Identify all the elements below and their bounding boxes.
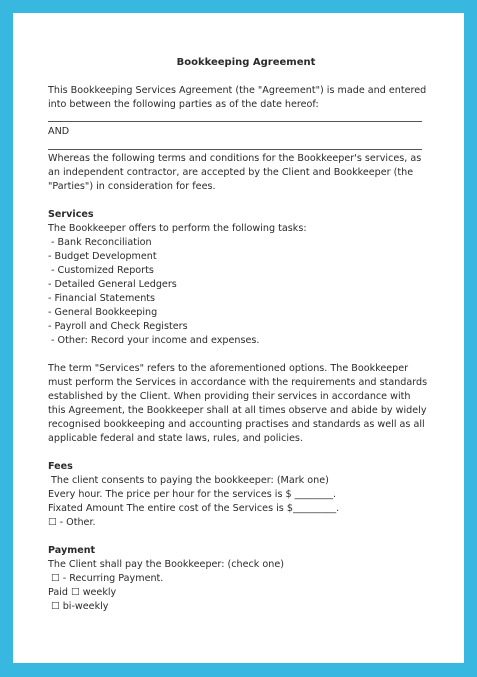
intro-paragraph xyxy=(48,84,444,112)
services-paragraph-line: applicable federal and state laws, rules, and policies. xyxy=(48,433,303,444)
and-label: AND xyxy=(48,126,70,137)
list-item: - Bank Reconciliation xyxy=(48,237,152,248)
services-paragraph-line: recognised bookkeeping and accounting practises and standards as well as all xyxy=(48,419,425,430)
fees-section xyxy=(48,474,444,530)
services-paragraph xyxy=(48,362,444,446)
list-item: - Detailed General Ledgers xyxy=(48,279,177,290)
intro-line: into between the following parties as of the date hereof: xyxy=(48,99,319,110)
whereas-line: Whereas the following terms and conditions for the Bookkeeper's services, as xyxy=(48,153,422,164)
intro-line: This Bookkeeping Services Agreement (the "Agreement") is made and entered xyxy=(48,85,427,96)
list-item: - Payroll and Check Registers xyxy=(48,321,188,332)
payment-weekly-checkbox: Paid ☐ weekly xyxy=(48,587,117,598)
document-title: Bookkeeping Agreement xyxy=(176,57,316,68)
payment-biweekly-checkbox: ☐ bi-weekly xyxy=(48,601,109,612)
list-item: - General Bookkeeping xyxy=(48,307,158,318)
payment-line: The Client shall pay the Bookkeeper: (check one) xyxy=(48,559,284,570)
payment-section xyxy=(48,558,444,614)
fees-line: Every hour. The price per hour for the services is $ ________. xyxy=(48,489,337,500)
list-item: - Other: Record your income and expenses. xyxy=(48,335,260,346)
fees-heading: Fees xyxy=(48,461,73,472)
services-paragraph-line: must perform the Services in accordance with the requirements and standards xyxy=(48,377,428,388)
services-lead: The Bookkeeper offers to perform the following tasks: xyxy=(48,223,307,234)
services-paragraph-line: The term "Services" refers to the aforementioned options. The Bookkeeper xyxy=(48,363,409,374)
payment-recurring-checkbox: ☐ - Recurring Payment. xyxy=(48,573,164,584)
services-list xyxy=(48,236,444,348)
party-blank-line xyxy=(48,112,422,122)
whereas-line: "Parties") in consideration for fees. xyxy=(48,181,216,192)
list-item: - Financial Statements xyxy=(48,293,156,304)
document-page xyxy=(13,13,464,663)
fees-other-checkbox: ☐ - Other. xyxy=(48,517,96,528)
party-blank-line xyxy=(48,139,422,150)
whereas-line: an independent contractor, are accepted by the Client and Bookkeeper (the xyxy=(48,167,414,178)
list-item: - Customized Reports xyxy=(48,265,154,276)
services-heading: Services xyxy=(48,209,94,220)
list-item: - Budget Development xyxy=(48,251,157,262)
fees-line: Fixated Amount The entire cost of the Services is $_________. xyxy=(48,503,340,514)
whereas-paragraph xyxy=(48,152,444,194)
services-paragraph-line: established by the Client. When providing their services in accordance with xyxy=(48,391,411,402)
fees-line: The client consents to paying the bookkeeper: (Mark one) xyxy=(48,475,329,486)
payment-heading: Payment xyxy=(48,545,96,556)
services-paragraph-line: this Agreement, the Bookkeeper shall at all times observe and abide by widely xyxy=(48,405,427,416)
